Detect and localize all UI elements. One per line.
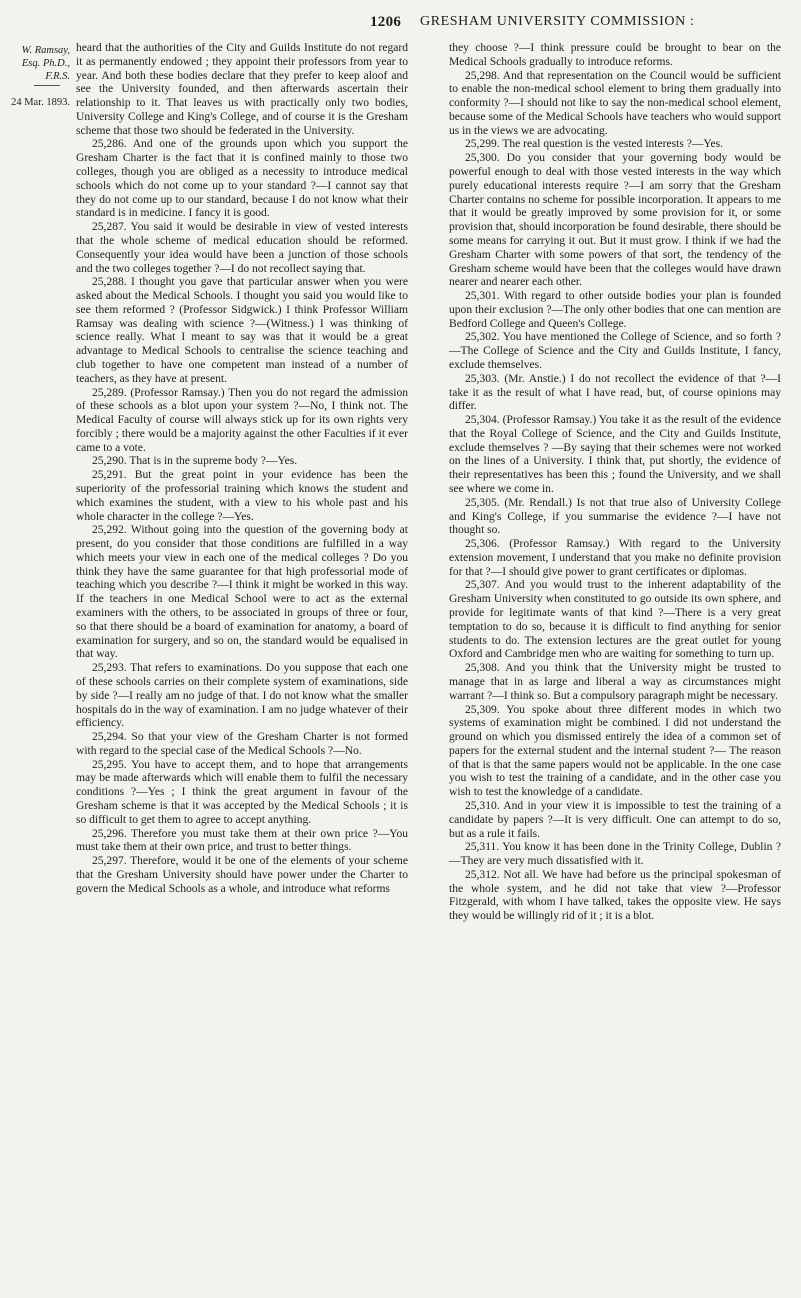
paragraph: 25,312. Not all. We have had before us the principal spokesman of the whole system, and he did not take that view ?—Professor Fitzgerald, with whom I have talked, takes the opposite view. He says they would be willingly rid of it ; it is a blot. (449, 868, 781, 923)
paragraph: 25,304. (Professor Ramsay.) You take it as the result of the evidence that the Royal College of Science, and the City and Guilds Institute, exclude themselves ? —By saying that their schemes were not worked on the lines of a University. I think that, put shortly, the evidence of their representatives has been this ; found the University, and we shall see where we come in. (449, 414, 781, 495)
paragraph: 25,307. And you would trust to the inherent adaptability of the Gresham University when constituted to go outside its own sphere, and provide for legitimate wants of that kind ?—There is a very great temptation to do so, because it is difficult to find anything for senior students to do. The extension lectures are the great outlet for young Oxford and Cambridge men who are waiting for something to turn up. (449, 579, 781, 661)
paragraph: 25,299. The real question is the vested interests ?—Yes. (465, 138, 724, 151)
paragraph: 25,291. But the great point in your evidence has been the superiority of the professorial training which knows the student and which examines the student, with a view to his whole past and his whole character in the college ?—Yes. (76, 469, 408, 523)
paragraph: 25,306. (Professor Ramsay.) With regard to the University extension movement, I understand that you make no definite provision for that ?—I should give power to grant certificates or diplomas. (449, 538, 781, 578)
witness-degree: Esq. Ph.D., (21, 58, 70, 69)
paragraph: 25,310. And in your view it is impossible to test the training of a candidate by papers ?—It is very difficult. One can attempt to do so, but as a rule it fails. (449, 799, 781, 840)
page-header (0, 14, 801, 36)
paragraph: 25,301. With regard to other outside bodies your plan is founded upon their exclusion ?—The only other bodies that one can mention are Bedford College and Queen's College. (449, 290, 781, 330)
left-column (76, 42, 408, 896)
right-column (449, 42, 781, 924)
paragraph: 25,303. (Mr. Anstie.) I do not recollect the evidence of that ?—I take it as the result of what I have read, but, of course opinions may differ. (449, 372, 781, 413)
witness-name: W. Ramsay, (21, 45, 70, 56)
paragraph: 25,300. Do you consider that your governing body would be powerful enough to deal with those vested interests in the way which purely educational interests require ?—I am sorry that the Gresham Charter contains no scheme for possible incorporation. It appears to me that it would be greatly improved by some provision for it, or some provision that, should incorporation be found desirable, there should be some means for carrying it out. But it must grow. I think if we had the Gresham Charter with some powers of that sort, the tendency of the Gresham scheme would have been that the colleges would have drawn nearer and nearer each other. (449, 152, 781, 289)
paragraph: 25,302. You have mentioned the College of Science, and so forth ?—The College of Science and the City and Guilds Institute, I fancy, exclude themselves. (449, 331, 781, 371)
margin-note (8, 44, 70, 109)
paragraph: 25,294. So that your view of the Gresham Charter is not formed with regard to the special case of the Medical Schools ?—No. (76, 731, 408, 757)
paragraph: 25,309. You spoke about three different modes in which two systems of examination might be combined. I did not understand the ground on which you dismissed entirely the idea of a common set of papers for the external student and the internal student ?— The reason of that is that the same papers would not be applicable. In the one case you wish to test the training of a candidate, and in the other case you wish to test the knowledge of a candidate. (449, 703, 781, 799)
margin-rule (34, 85, 60, 86)
paragraph: 25,298. And that representation on the Council would be sufficient to enable the non-medical school element to bring them gradually into conformity ?—I should not like to say the non-medical school element, because some of the Medical Schools have teachers who would support us in the views we are advocating. (449, 69, 781, 137)
running-title: GRESHAM UNIVERSITY COMMISSION : (420, 14, 695, 29)
paragraph: 25,290. That is in the supreme body ?—Yes. (92, 455, 298, 468)
paragraph: 25,289. (Professor Ramsay.) Then you do not regard the admission of these schools as a blot upon your system ?—No, I think not. The Medical Faculty of course will always stick up for its own rights very forcibly ; there would be a majority against the other Faculties if it ever came to a vote. (76, 386, 408, 454)
evidence-date: 24 Mar. 1893. (11, 97, 70, 108)
paragraph: 25,288. I thought you gave that particular answer when you were asked about the Medical Schools. I thought you said you would like to see them reformed ? (Professor Sidgwick.) I think Professor William Ramsay was dealing with science ?—(Witness.) I was thinking of science really. What I meant to say was that it would be a great advantage to Medical Schools to centralise the science teaching and club together to have one competent man instead of a number of teachers, as they have at present. (76, 276, 408, 385)
paragraph: 25,292. Without going into the question of the governing body at present, do you consider that those conditions are fulfilled in a way which meets your view in each one of the medical colleges ? Do you think they have the same guarantee for that high professorial mode of teaching which you describe ?—I think it might be worked in this way. If the teachers in one Medical School were to act as the external examiners with the others, to be associated in groups of three or four, so that there should be a board of examination for anatomy, a board of examination for surgery, and so on, the standard would be equalised in that way. (76, 524, 408, 661)
paragraph: 25,296. Therefore you must take them at their own price ?—You must take them at their own price, and trust to better things. (76, 827, 408, 854)
paragraph: 25,305. (Mr. Rendall.) Is not that true also of University College and King's College, if you summarise the evidence ?—I have not thought so. (449, 496, 781, 537)
witness-fellowship: F.R.S. (45, 71, 70, 82)
paragraph: 25,293. That refers to examinations. Do you suppose that each one of these schools carries on their complete system of examinations, side by side ?—I really am no judge of that. I do not know what the smaller hospitals do in the way of examination. I am no judge whatever of their efficiency. (76, 662, 408, 730)
paragraph: 25,297. Therefore, would it be one of the elements of your scheme that the Gresham University should have power under the Charter to govern the Medical Schools as a whole, and introduce what reforms (76, 855, 408, 895)
paragraph: they choose ?—I think pressure could be brought to bear on the Medical Schools gradually to introduce reforms. (449, 42, 781, 68)
paragraph: 25,295. You have to accept them, and to hope that arrangements may be made afterwards which will enable them to fulfil the necessary conditions ?—Yes ; I think the great argument in favour of the Gresham scheme is that it was accepted by the Medical Schools ; it is so difficult to get them to agree to accept anything. (76, 758, 408, 826)
paragraph: heard that the authorities of the City and Guilds Institute do not regard it as permanently endowed ; they appoint their professors from year to year. And both these bodies declare that they prefer to keep aloof and see the University founded, and then afterwards ascertain their relationship to it. That leaves us with practically only two bodies, University College and King's College, and of course it is the Gresham scheme that those two should be federated in the University. (76, 42, 408, 137)
paragraph: 25,287. You said it would be desirable in view of vested interests that the whole scheme of medical education should be reformed. Consequently your idea would have been a junction of those schools and the two colleges together ?—I do not recollect saying that. (76, 221, 408, 275)
paragraph: 25,311. You know it has been done in the Trinity College, Dublin ?—They are very much dissatisfied with it. (449, 841, 781, 868)
paragraph: 25,308. And you think that the University might be trusted to manage that in as large and liberal a way as circumstances might warrant ?—I think so. But a compulsory paragraph might be necessary. (449, 662, 781, 702)
paragraph: 25,286. And one of the grounds upon which you support the Gresham Charter is the fact that it is confined mainly to those two colleges, though you are obliged as a necessity to introduce medical schools which do not come up to your standard ?—I cannot say that they do not come up to our standard, because I do not know what their standard is in medicine. I fancy it is good. (76, 138, 408, 220)
page-number: 1206 (370, 14, 402, 30)
